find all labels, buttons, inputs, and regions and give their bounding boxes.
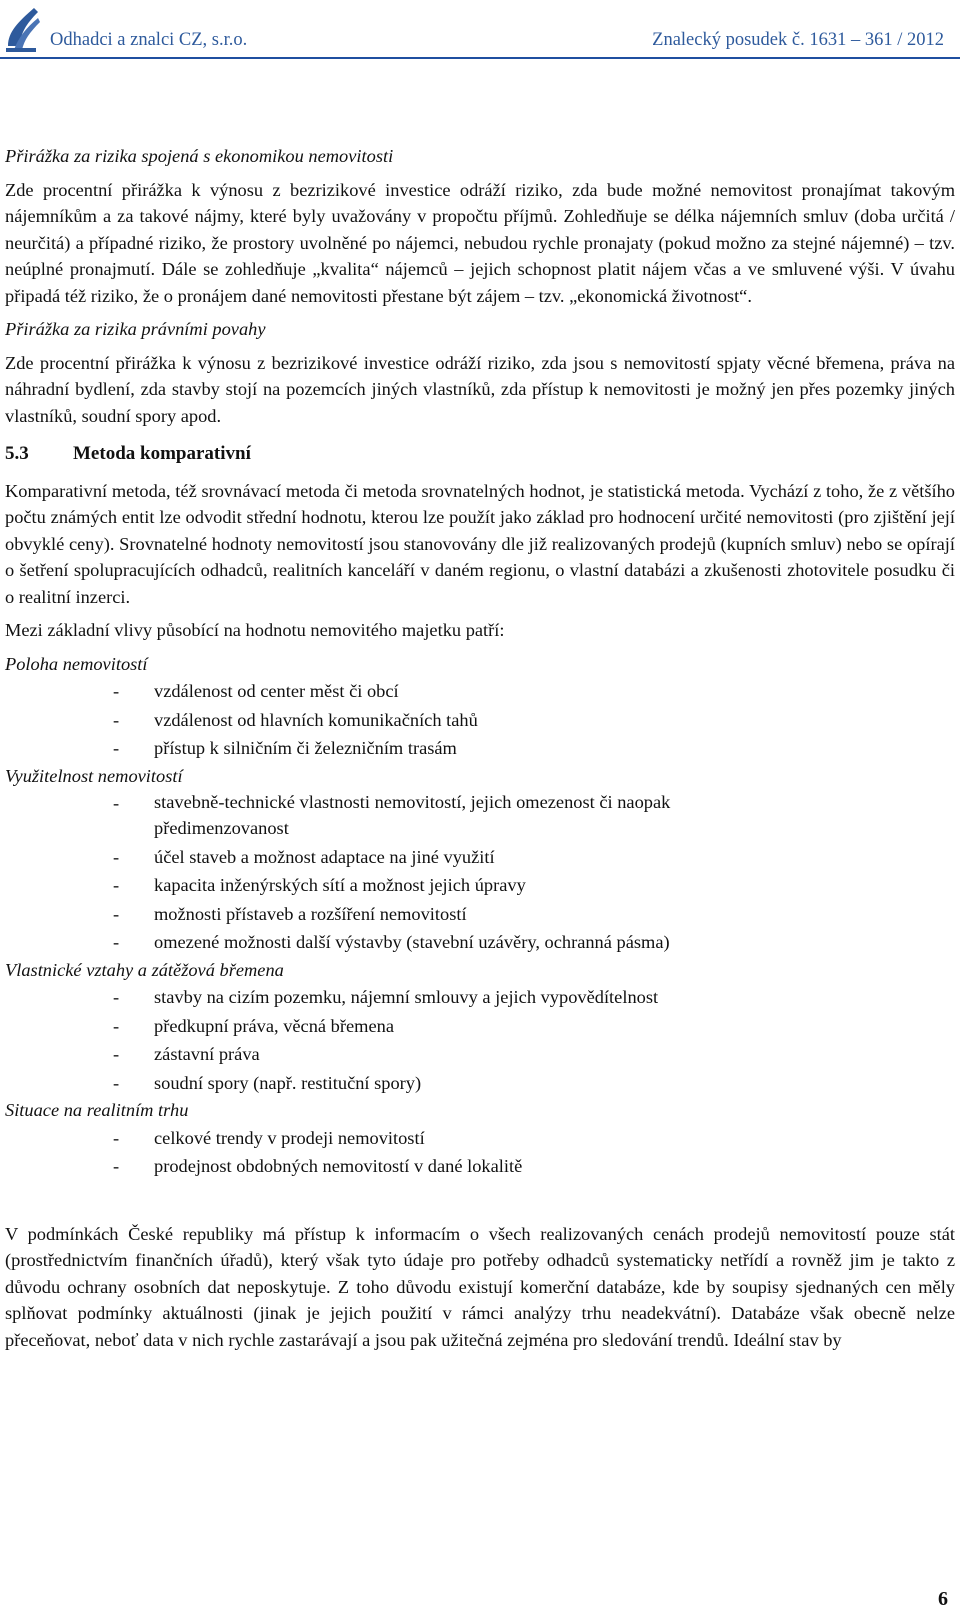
section-heading xyxy=(5,441,955,468)
list-item: - možnosti přístaveb a rozšíření nemovitostí xyxy=(113,903,467,924)
group-title-market: Situace na realitním trhu xyxy=(5,1100,189,1120)
list-item: - vzdálenost od center měst či obcí xyxy=(113,681,399,701)
group-title-ownership: Vlastnické vztahy a zátěžová břemena xyxy=(5,959,284,980)
heading-number: 5.3 xyxy=(5,443,29,464)
list-item: - soudní spory (např. restituční spory) xyxy=(113,1072,422,1093)
page-header xyxy=(0,0,960,58)
list-item: - celkové trendy v prodeji nemovitostí xyxy=(113,1127,425,1148)
list-location xyxy=(5,677,955,763)
list-item: - přístup k silničním či železničním trasám xyxy=(113,738,457,758)
list-item: - omezené možnosti další výstavby (stavební uzávěry, ochranná pásma) xyxy=(113,932,670,952)
paragraph-economic-risk: Zde procentní přirážka k výnosu z bezrizikové investice odráží riziko, zda bude možné nemovitost pronajímat takovým nájemníkům a za takové nájmy, které byly uvažovány v propočtu příjmů. Zohledňuje se délka nájemních smluv (doba určitá / neurčitá) a případné riziko, že prostory uvolněné po nájemci, nebudou rychle pronajaty (pokud možno za stejné nájemné) – tzv. neúplné pronajmutí. Dále se zohledňuje „kvalita“ nájemců – jejich schopnost platit nájem včas a ve smluvené výši. V úvahu připadá též riziko, že o pronájem dané nemovitosti přestane být zájem – tzv. „ekonomická životnost“. xyxy=(5,179,955,306)
list-item: - kapacita inženýrských sítí a možnost jejich úpravy xyxy=(113,875,526,895)
list-item: - vzdálenost od hlavních komunikačních tahů xyxy=(113,709,478,730)
list-item: - zástavní práva xyxy=(113,1044,260,1064)
section-title-economic-risk: Přirážka za rizika spojená s ekonomikou nemovitosti xyxy=(5,146,394,166)
list-market xyxy=(5,1124,955,1181)
paragraph-method-intro: Komparativní metoda, též srovnávací metoda či metoda srovnatelných hodnot, je statistická metoda. Vychází z toho, že z většího počtu známých entit lze odvodit střední hodnotu, kterou lze použít jako základ pro hodnocení určité nemovitosti (pro zjištění její obvyklé ceny). Srovnatelné hodnoty nemovitostí jsou stanovovány dle již realizovaných prodejů (kupních smluv) nebo se opírají o šetření spolupracujících odhadců, realitních kanceláří v daném regionu, o vlastní databázi a zkušenosti zhotovitele posudku či o realitní inzerci. xyxy=(5,480,955,607)
document-id: Znalecký posudek č. 1631 – 361 / 2012 xyxy=(652,30,944,50)
page-number: 6 xyxy=(938,1588,948,1610)
section-title-legal-risk: Přirážka za rizika právními povahy xyxy=(5,319,266,339)
header-divider xyxy=(0,57,960,59)
list-item: - stavby na cizím pozemku, nájemní smlouvy a jejich vypovědítelnost xyxy=(113,987,659,1007)
company-logo-icon xyxy=(4,2,42,54)
group-title-location: Poloha nemovitostí xyxy=(5,653,148,674)
group-title-usability: Využitelnost nemovitostí xyxy=(5,765,183,786)
list-item: - předkupní práva, věcná břemena xyxy=(113,1015,394,1036)
paragraph-legal-risk: Zde procentní přirážka k výnosu z bezrizikové investice odráží riziko, zda jsou s nemovitostí spjaty věcné břemena, práva na náhradní bydlení, zda stavby stojí na pozemcích jiných vlastníků, zda přístup k nemovitosti je možný jen přes pozemky jiných vlastníků, soudní spory apod. xyxy=(5,352,955,426)
heading-title: Metoda komparativní xyxy=(73,443,251,464)
list-item: - účel staveb a možnost adaptace na jiné využití xyxy=(113,846,495,867)
document-body xyxy=(5,143,955,1353)
list-item: - stavebně-technické vlastnosti nemovitostí, jejich omezenost či naopak předimenzovanost xyxy=(113,792,671,838)
list-ownership xyxy=(5,983,955,1097)
company-name: Odhadci a znalci CZ, s.r.o. xyxy=(50,30,248,50)
paragraph-influences-intro: Mezi základní vlivy působící na hodnotu nemovitého majetku patří: xyxy=(5,620,505,640)
list-item: - prodejnost obdobných nemovitostí v dané lokalitě xyxy=(113,1156,523,1176)
paragraph-czech-conditions: V podmínkách České republiky má přístup k informacím o všech realizovaných cenách prodejů nemovitostí pouze stát (prostřednictvím finančních úřadů), který však tyto údaje pro potřeby odhadců systematicky netřídí a rovněž jim je takto z důvodu ochrany osobních dat neposkytuje. Z toho důvodu existují komerční databáze, kde by soupisy sjednaných cen měly splňovat podmínky aktuálnosti (jinak je jejich použití v rámci analýzy trhu neadekvátní). Databáze však obecně nelze přeceňovat, neboť data v nich rychle zastarávají a jsou pak užitečná zejména pro sledování trendů. Ideální stav by xyxy=(5,1223,955,1350)
list-usability xyxy=(5,789,955,957)
